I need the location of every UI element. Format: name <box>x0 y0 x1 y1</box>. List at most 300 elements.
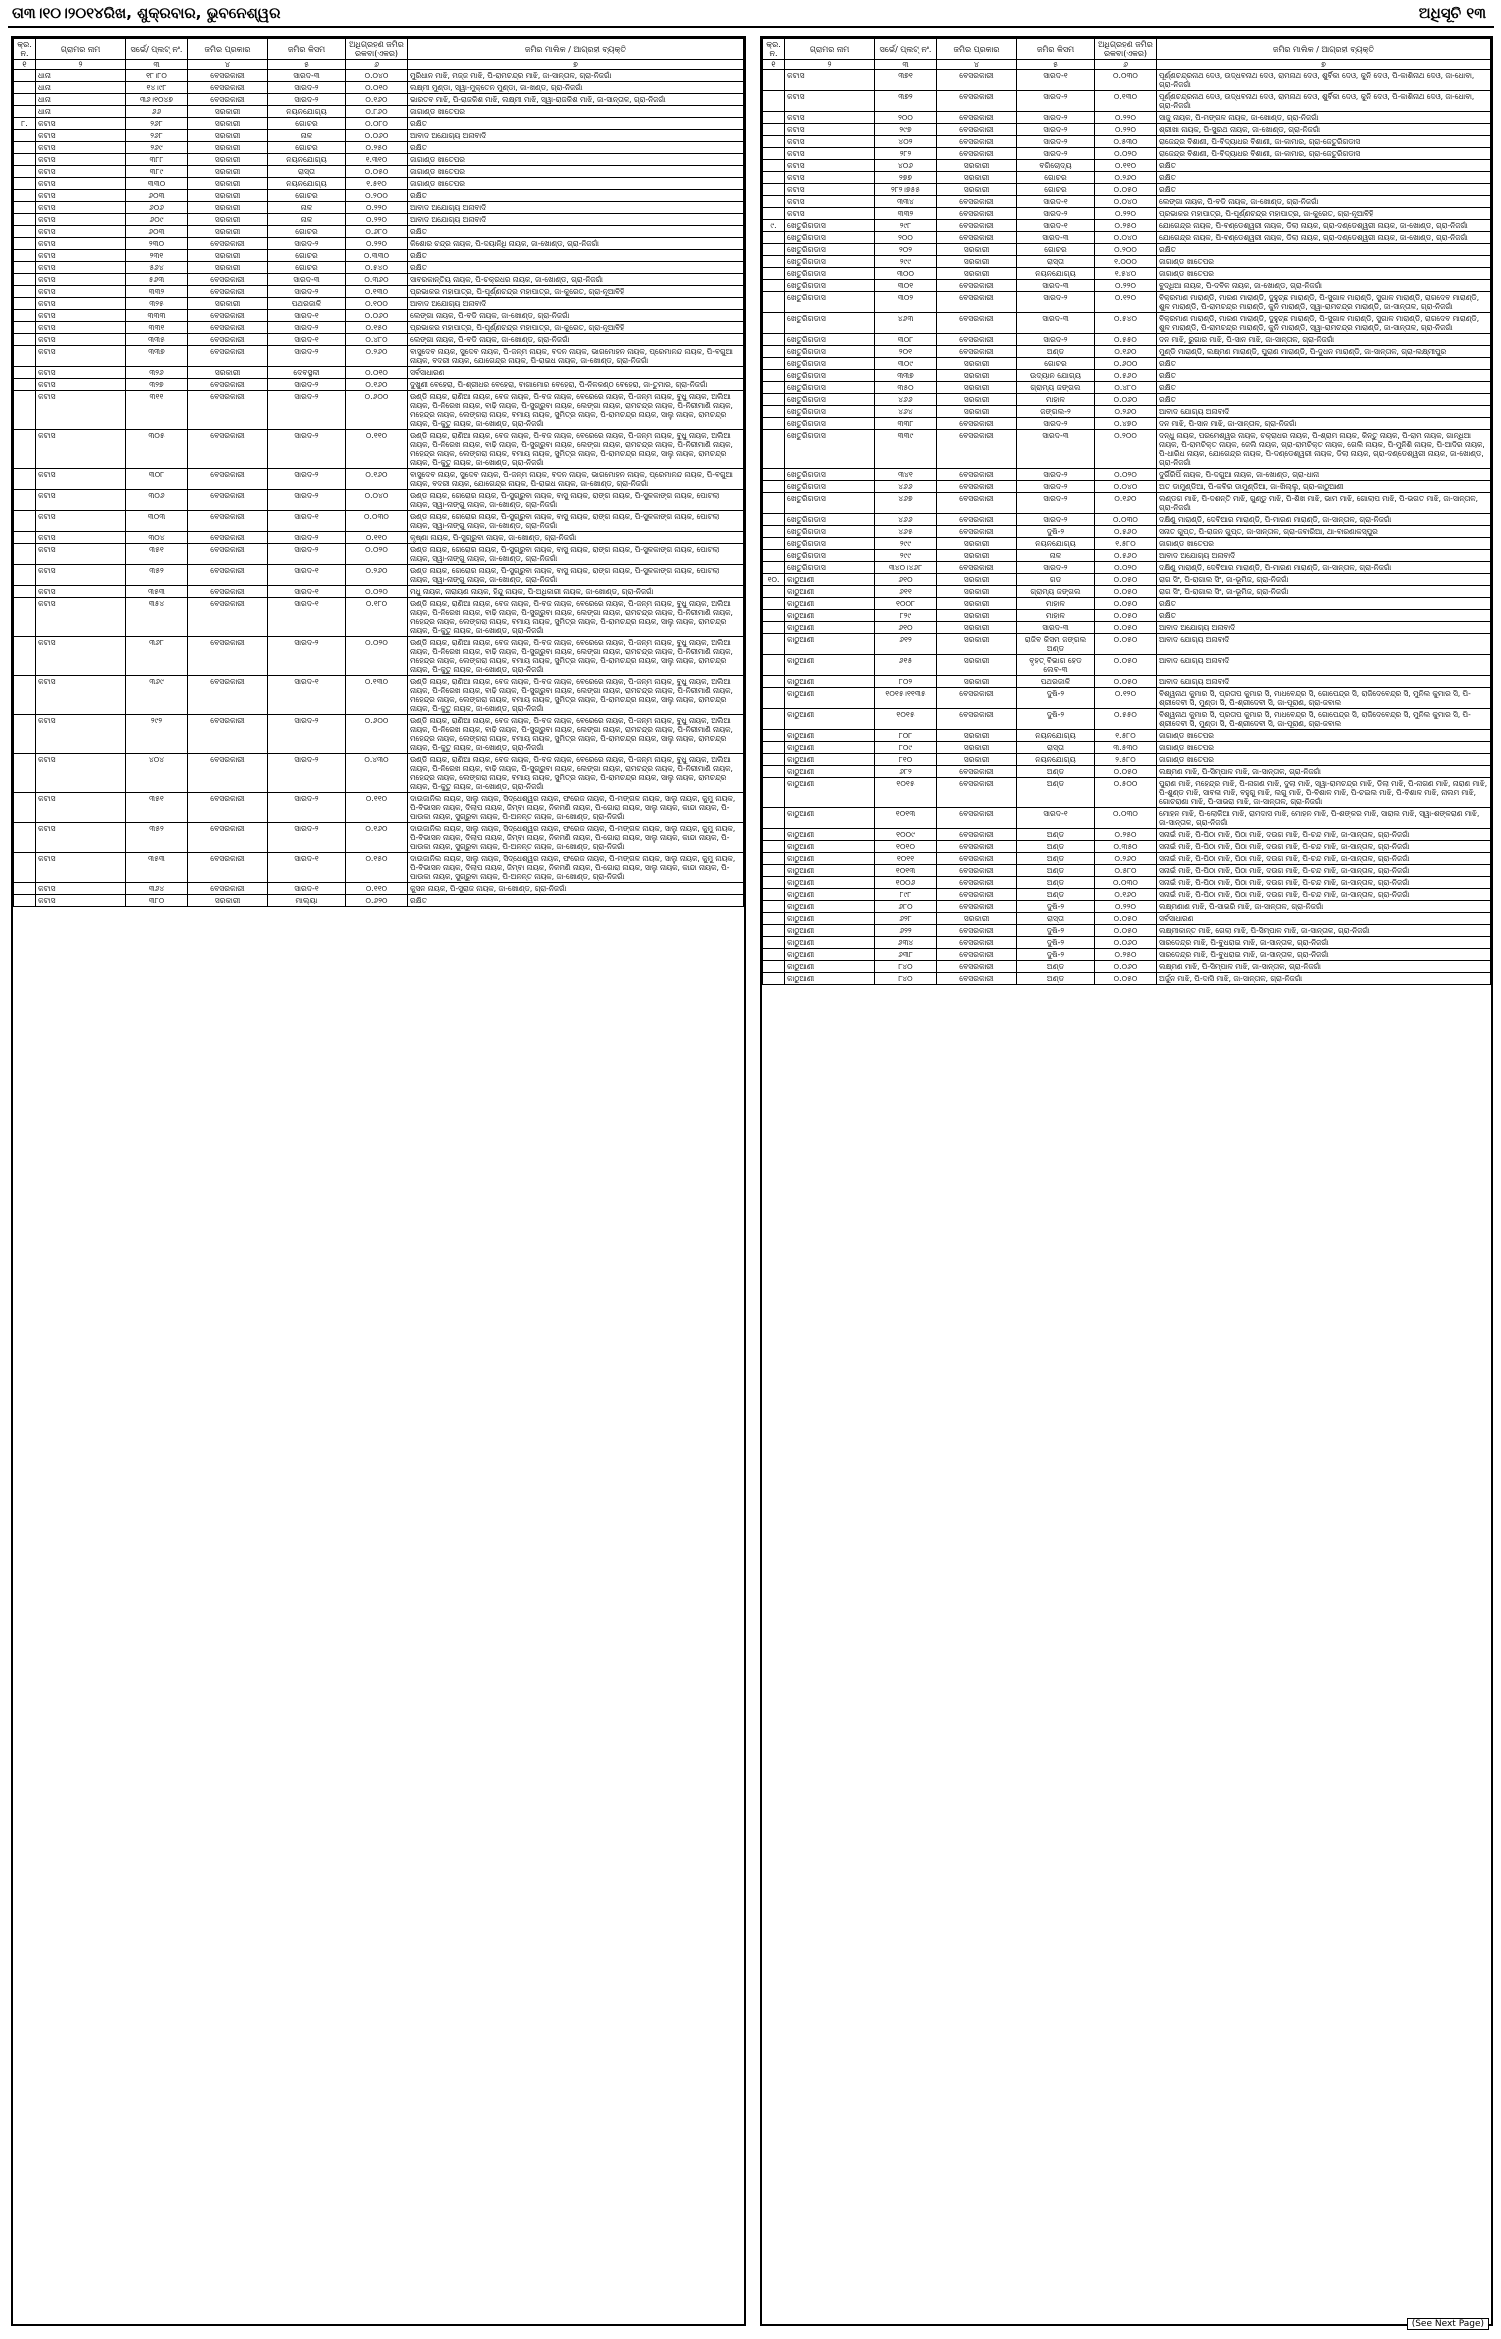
plot-number-cell: ୩୦୫ <box>126 430 188 469</box>
table-row <box>763 124 1491 136</box>
land-type-cell: ସରକାରୀ <box>188 118 268 130</box>
plot-number-cell: ୨୬୯ <box>126 142 188 154</box>
land-class-cell: ଦୁଷି-୨ <box>1017 688 1095 709</box>
plot-number-cell: ୧୦୧୫।୧୧୩୫ <box>875 688 937 709</box>
land-class-cell: ଦୁଷି-୨ <box>1017 925 1095 937</box>
plot-number-cell: ୮୦୯ <box>875 742 937 754</box>
village-cell: ଧାନା <box>36 82 126 94</box>
land-class-cell: ସାରଦ-୧ <box>1017 70 1095 91</box>
table-row <box>14 511 744 532</box>
land-class-cell: ସାରଦ-୧ <box>1017 196 1095 208</box>
plot-number-cell: ୩୩୩ <box>126 310 188 322</box>
serial-cell <box>763 406 785 418</box>
area-acre-cell: ୦.୦୫୦ <box>1095 574 1157 586</box>
area-acre-cell: ୦.୨୨୦ <box>1095 280 1157 292</box>
serial-cell <box>14 70 36 82</box>
owner-cell: ରକ୍ଷିତ <box>1157 370 1491 382</box>
owner-cell: ମଧୁ ନାୟକ, ନାରାୟଣ ନାୟକ, ହିନ୍ଦୁ ନାୟକ, ପି-ଅଧିକାରୀ ନାୟକ, ଜା-ଖୋଣ୍ଡ, ଗ୍ରା-ନିଜଗାଁ <box>408 586 744 598</box>
land-class-cell: ସାରଦ-୨ <box>268 94 346 106</box>
area-acre-cell: ୦.୫୬୦ <box>1095 370 1157 382</box>
land-type-cell: ବେସରକାରୀ <box>937 949 1017 961</box>
land-type-cell: ବେସରକାରୀ <box>937 889 1017 901</box>
land-class-cell: ସାରଦ-୨ <box>268 286 346 298</box>
village-cell: କଟାସ <box>36 379 126 391</box>
land-class-cell: ବୃହତ୍ ବିଭାଗ ହେଡ ଲେବ-୩ <box>1017 655 1095 676</box>
land-type-cell: ସରକାରୀ <box>937 913 1017 925</box>
owner-cell: ଉଣ୍ଡ ନାୟକ, ଗେରୋର ନାୟକ, ପି-ସୁଗ୍ରୁବା ନାୟକ, ବାସୁ ନାୟକ, ରାଙ୍ଗ ନାୟକ, ପି-ସୁଳକାଙ୍ଗ ନାୟକ, ପୋଟଲା ନାୟକ, ସ୍ୱା-ନାଙ୍ଗୁ ନାୟକ, ଜା-ଖୋଣ୍ଡ, ଗ୍ରା-ନିଜଗାଁ <box>408 490 744 511</box>
owner-cell: ଆବାଦ ଯୋଗ୍ୟ ଅନାବାଦି <box>1157 655 1491 676</box>
serial-cell <box>14 598 36 637</box>
village-cell: ଖେତୁରିଗଡାସ <box>785 382 875 394</box>
area-acre-cell: ୦.୦୨୦ <box>346 586 408 598</box>
land-class-cell: ସାରଦ-୨ <box>268 637 346 676</box>
land-type-cell: ସରକାରୀ <box>937 610 1017 622</box>
table-row <box>14 202 744 214</box>
plot-number-cell: ୫୬୪ <box>126 262 188 274</box>
owner-cell: ଜାଗାଣ୍ଡ ଖାତେପର <box>408 166 744 178</box>
plot-number-cell: ୪୬୬ <box>875 394 937 406</box>
land-type-cell: ବେସରକାରୀ <box>188 238 268 250</box>
land-type-cell: ସରକାରୀ <box>937 676 1017 688</box>
land-type-cell: ବେସରକାରୀ <box>937 493 1017 514</box>
owner-cell: ପୂର୍ଣ୍ଣଚନ୍ଦ୍ରନାଥ ଦେଓ, ଉଦ୍ଧବନାଥ ଦେଓ, ରାମନାଥ ଦେଓ, ଶୁର୍ବିକା ଦେଓ, କୁନି ଦେଓ, ପି-କାଶିନାଥ ଦେଓ, ଜା-ଧୋବା, ଗ୍ରା-ନିଜଗାଁ <box>1157 91 1491 112</box>
owner-cell: ଉଣ୍ଡ ନାୟକ, ଗେରୋର ନାୟକ, ପି-ସୁଗ୍ରୁବା ନାୟକ, ବାସୁ ନାୟକ, ରାଙ୍ଗ ନାୟକ, ପି-ସୁଳକାଙ୍ଗ ନାୟକ, ପୋଟଲା ନାୟକ, ସ୍ୱା-ନାଙ୍ଗୁ ନାୟକ, ଜା-ଖୋଣ୍ଡ, ଗ୍ରା-ନିଜଗାଁ <box>408 511 744 532</box>
table-row <box>14 166 744 178</box>
serial-cell <box>14 94 36 106</box>
land-type-cell: ସରକାରୀ <box>937 574 1017 586</box>
area-acre-cell: ୦.୦୧୦ <box>346 82 408 94</box>
area-acre-cell: ୦.୧୬୦ <box>346 469 408 490</box>
village-cell: ଖେତୁରିଗଡାସ <box>785 256 875 268</box>
owner-cell: ପୁରାଣ ମାଝି, ମହେନ୍ଦ୍ର ମାଝି, ପି-ନାଗଣ ମାଝି, ଦୁଲା ମାଝି, ସ୍ୱା-ରାମଚନ୍ଦ୍ର ମାଝି, ଡିଲା ମାଝି, ପି-ନାଗଣ ମାଝି, ନାରାଣ ମାଝି, ପି-ଶୁଣ୍ଡ ମାଝି, ସାବଳା ମାଝି, ବହୁଗୁ ମାଝି, ଲଗୁ ମାଝି, ପି-ବିଶାଳ ମାଝି, ପି-ଚଇଲ ମାଝି, ପି-ବିଶାଳ ମାଝି, ନାଲମ ମାଝି, ଗୋଚରାଣା ମାଝି, ପି-ସାଭରା ମାଝି, ଜା-ସାନ୍ତାଳ, ଗ୍ରା-ନିଜଗାଁ <box>1157 778 1491 808</box>
owner-cell: ଆବାଦ ଅଯୋଗ୍ୟ ଅନାବାଦି <box>408 130 744 142</box>
area-acre-cell: ୦.୧୬୦ <box>346 823 408 853</box>
serial-cell <box>763 961 785 973</box>
serial-cell <box>763 766 785 778</box>
village-cell: କାଠୁଆଣୀ <box>785 676 875 688</box>
land-class-cell: ଦୁଷି-୨ <box>1017 949 1095 961</box>
owner-cell: ରକ୍ଷିତ <box>1157 244 1491 256</box>
serial-cell <box>14 202 36 214</box>
column-header: ଅଧିଗ୍ରହଣ ଜମିର ରକବା(ଏକର) <box>346 39 408 60</box>
village-cell: ଖେତୁରିଗଡାସ <box>785 526 875 538</box>
table-row <box>763 655 1491 676</box>
land-class-cell: ଗ୍ରାମ୍ୟ ଜଙ୍ଗଲ <box>1017 382 1095 394</box>
plot-number-cell: ୧୦୦୬ <box>875 877 937 889</box>
table-row <box>763 346 1491 358</box>
area-acre-cell: ୦.୦୨୦ <box>346 544 408 565</box>
area-acre-cell: ୦.୮୬୦ <box>346 106 408 118</box>
area-acre-cell: ୦.୦୩୦ <box>1095 808 1157 829</box>
table-row <box>14 490 744 511</box>
plot-number-cell: ୧୦୧୧ <box>875 853 937 865</box>
owner-cell: ଦୁର୍ଗିରିପିଁ ନାୟକ, ପି-ଦଗୁଆ ନାୟକ, ଜା-ଖୋଣ୍ଡ, ଗ୍ରା-ଧାନା <box>1157 469 1491 481</box>
see-next-page-note: (See Next Page) <box>1407 2318 1489 2330</box>
table-row <box>14 94 744 106</box>
plot-number-cell: ୨୬୮ <box>126 130 188 142</box>
table-row <box>763 358 1491 370</box>
land-type-cell: ବେସରକାରୀ <box>937 877 1017 889</box>
column-number: ୨ <box>36 60 126 70</box>
serial-cell <box>763 148 785 160</box>
serial-cell <box>14 142 36 154</box>
owner-cell: ରକ୍ଷିତ <box>408 226 744 238</box>
column-header: ଅଧିଗ୍ରହଣ ଜମିର ରକବା(ଏକର) <box>1095 39 1157 60</box>
serial-cell <box>14 166 36 178</box>
owner-cell: ଜାଗାଣ୍ଡ ଖାତେପର <box>1157 256 1491 268</box>
plot-number-cell: ୨୯୮ <box>875 220 937 232</box>
serial-cell <box>14 262 36 274</box>
land-class-cell: ସାରଦ-୨ <box>268 82 346 94</box>
village-cell: କଟାସ <box>785 208 875 220</box>
area-acre-cell: ୦.୨୫୦ <box>1095 949 1157 961</box>
serial-cell <box>763 196 785 208</box>
village-cell: କାଠୁଆଣୀ <box>785 655 875 676</box>
land-type-cell: ବେସରକାରୀ <box>188 274 268 286</box>
land-class-cell: ରାସ୍ତା <box>1017 742 1095 754</box>
column-header: ଜମିର ମାଲିକ / ଆଗ୍ରହୀ ବ୍ୟକ୍ତି <box>1157 39 1491 60</box>
serial-cell <box>763 208 785 220</box>
area-acre-cell: ୦.୦୫୦ <box>1095 622 1157 634</box>
serial-cell <box>14 379 36 391</box>
village-cell: କଟାସ <box>785 136 875 148</box>
table-row <box>14 532 744 544</box>
column-header: ସର୍ଭେ/ ପ୍ଲଟ୍ ନଂ. <box>126 39 188 60</box>
table-row <box>14 82 744 94</box>
land-type-cell: ବେସରକାରୀ <box>937 91 1017 112</box>
serial-cell <box>14 469 36 490</box>
owner-cell: ସାବରକାନ୍ତିୟ ନାୟକ, ପି-ଚକ୍ରଧର ନାୟକ, ଜା-ଖୋଣ୍ଡ, ଗ୍ରା-ନିଜଗାଁ <box>408 274 744 286</box>
village-cell: କଟାସ <box>785 91 875 112</box>
land-class-cell: ସାରଦ-୧ <box>268 586 346 598</box>
land-class-cell: ସାରଦ-୨ <box>268 430 346 469</box>
plot-number-cell: ୧୦୧୫ <box>875 709 937 730</box>
plot-number-cell: ୬୦୩ <box>126 190 188 202</box>
land-type-cell: ବେସରକାରୀ <box>188 310 268 322</box>
village-cell: କାଠୁଆଣୀ <box>785 901 875 913</box>
area-acre-cell: ୦.୦୨୦ <box>1095 562 1157 574</box>
table-row <box>14 214 744 226</box>
village-cell: ଖେତୁରିଗଡାସ <box>785 292 875 313</box>
land-class-cell: ସାରଦ-୧ <box>1017 220 1095 232</box>
table-row <box>14 286 744 298</box>
village-cell: କଟାସ <box>36 895 126 907</box>
land-class-cell: ନୟନଯୋଗ୍ୟ <box>1017 268 1095 280</box>
owner-cell: ଆବାଦ ଅଯୋଗ୍ୟ ଅନାବାଦି <box>408 202 744 214</box>
land-class-cell: ରାସ୍ତା <box>268 166 346 178</box>
village-cell: କଟାସ <box>785 172 875 184</box>
serial-cell <box>763 754 785 766</box>
table-row <box>763 538 1491 550</box>
land-class-cell: ନାଳ <box>268 214 346 226</box>
table-row <box>763 562 1491 574</box>
area-acre-cell: ୦.୨୨୦ <box>1095 112 1157 124</box>
area-acre-cell: ୦.୧୫୦ <box>346 853 408 883</box>
village-cell: କାଠୁଆଣୀ <box>785 973 875 985</box>
owner-cell: ଦାଉଜାନିଲ ନାୟକ, ସାଲୁ ନାୟକ, ସିଦ୍ଧେଶ୍ୱର ନାୟକ, ଫରେଜ ନାୟକ, ପି-ମଙ୍ଗଳ ନାୟକ, ସାଲୁ ନାୟକ, କୁମୁ ନାୟକ, ପି-ବିଭାସନ ନାୟକ, ଦିଲାପ ନାୟକ, ଜିମ୍ବା ନାୟକ, ନିକମଣି ନାୟକ, ପି-ଗୋରା ନାୟକ, ସାଲୁ ନାୟକ, କାନ୍ଦା ନାୟକ, ପି-ପାଉକା ନାୟକ, ସୁଗ୍ରୁବା ନାୟକ, ପି-ଅନନ୍ତ ନାୟକ, ଜା-ଖୋଣ୍ଡ, ଗ୍ରା-ନିଜଗାଁ <box>408 853 744 883</box>
village-cell: ଖେତୁରିଗଡାସ <box>785 481 875 493</box>
plot-number-cell: ୨୮୨ <box>875 148 937 160</box>
table-row <box>763 136 1491 148</box>
village-cell: କଟାସ <box>36 118 126 130</box>
table-row <box>14 430 744 469</box>
plot-number-cell: ୪୬୭ <box>875 493 937 514</box>
land-class-cell: ଅଣ୍ଡ <box>1017 778 1095 808</box>
village-cell: ଖେତୁରିଗଡାସ <box>785 406 875 418</box>
plot-number-cell: ୨୯୨ <box>126 715 188 754</box>
village-cell: କାଠୁଆଣୀ <box>785 610 875 622</box>
land-type-cell: ବେସରକାରୀ <box>188 322 268 334</box>
header-page-label: ଅଧିସୂଚି ୧୩ <box>1418 4 1486 22</box>
plot-number-cell: ୩୧୧ <box>126 391 188 430</box>
owner-cell: ଦୁଖୁଣୀ ବେହେରା, ପି-ଶ୍ରୀଧର ବେହେରା, ବାଗାମୋର ବେହେରା, ପି-ନିଳକଣ୍ଠ ବେହେରା, ଜା-ତୁମାର, ଗ୍ରା-ନିଜଗାଁ <box>408 379 744 391</box>
village-cell: କାଠୁଆଣୀ <box>785 853 875 865</box>
owner-cell: ରାଜେନ୍ଦ୍ର ବିଶାଣୀ, ପି-ବିଦ୍ୟାଧର ବିଶାଣୀ, ଜା-କାମାର, ଗ୍ରା-ଜେତୁରିଗଡାସ <box>1157 136 1491 148</box>
plot-number-cell: ୩୦୪ <box>126 532 188 544</box>
serial-cell <box>14 154 36 166</box>
owner-cell: ଲେଙ୍ଗା ନାୟକ, ପି-ବଡି ନାୟକ, ଜା-ଖୋଣ୍ଡ, ଗ୍ରା-ନିଜଗାଁ <box>408 334 744 346</box>
owner-cell: ବାସୁଦେବ ନାୟକ, ସୁଦେବ ନାୟକ, ପି-ଜନ୍ମ ନାୟକ, ବଦନ ନାୟକ, ଭାଗମୋହନ ନାୟକ, ପ୍ରେମାନନ୍ଦ ନାୟକ, ପି-ବଗୁଆ ନାୟକ, ବଦରୀ ନାୟକ, ଯୋଗେନ୍ଦ୍ର ନାୟକ, ପି-ରାଇଧ ନାୟକ, ଜା-ଖୋଣ୍ଡ, ଗ୍ରା-ନିଜଗାଁ <box>408 469 744 490</box>
village-cell: ଖେତୁରିଗଡାସ <box>785 394 875 406</box>
area-acre-cell: ୦.୦୪୦ <box>346 70 408 82</box>
serial-cell <box>763 112 785 124</box>
table-row <box>763 172 1491 184</box>
village-cell: କଟାସ <box>36 346 126 367</box>
owner-cell: ଦକ୍ଷିଣୁ ମାରାଣ୍ଡି, ଦେବିଆର ମାରାଣ୍ଡି, ପି-ମାରଣ ମାରାଣ୍ଡି, ଜା-ସାନ୍ତାଳ, ଗ୍ରା-ନିଜଗାଁ <box>1157 514 1491 526</box>
serial-cell <box>763 481 785 493</box>
table-row <box>763 634 1491 655</box>
land-class-cell: ଅଣ୍ଡ <box>1017 877 1095 889</box>
village-cell: ଖେତୁରିଗଡାସ <box>785 430 875 469</box>
village-cell: ଧାନା <box>36 106 126 118</box>
table-row <box>14 262 744 274</box>
table-row <box>763 610 1491 622</box>
owner-cell: ଆବାଦ ଅଯୋଗ୍ୟ ଅନାବାଦି <box>408 298 744 310</box>
land-class-cell: ଅଣ୍ଡ <box>1017 853 1095 865</box>
village-cell: କଟାସ <box>785 148 875 160</box>
land-class-cell: ସାରଦ-୩ <box>1017 313 1095 334</box>
plot-number-cell: ୬୩୮ <box>875 949 937 961</box>
land-type-cell: ବେସରକାରୀ <box>937 526 1017 538</box>
table-row <box>763 853 1491 865</box>
village-cell: ଧାନା <box>36 70 126 82</box>
land-type-cell: ସରକାରୀ <box>937 538 1017 550</box>
village-cell: କାଠୁଆଣୀ <box>785 709 875 730</box>
land-type-cell: ବେସରକାରୀ <box>937 829 1017 841</box>
land-class-cell: ଗୋଚର <box>268 142 346 154</box>
land-class-cell: ସାରଦ-୨ <box>1017 136 1095 148</box>
owner-cell: ରକ୍ଷିତ <box>1157 172 1491 184</box>
owner-cell: ପ୍ରଭାକର ମହାପାତ୍ର, ପି-ପୂର୍ଣ୍ଣଚନ୍ଦ୍ର ମହାପାତ୍ର, ଜା-କୁରେତ, ଗ୍ରା-ନୂଆବିହି <box>408 322 744 334</box>
village-cell: କଟାସ <box>36 823 126 853</box>
land-class-cell: ସାରଦ-୩ <box>1017 430 1095 469</box>
owner-cell: ଜାଗାଣ୍ଡ ଖାତେପର <box>1157 754 1491 766</box>
serial-cell <box>14 715 36 754</box>
area-acre-cell: ୦.୨୨୦ <box>1095 124 1157 136</box>
land-class-cell: ଗୋଚର <box>1017 184 1095 196</box>
plot-number-cell: ୨୩୧ <box>126 250 188 262</box>
land-class-cell: ଗୋଚର <box>268 262 346 274</box>
land-class-cell: ନୟନଯୋଗ୍ୟ <box>1017 538 1095 550</box>
land-type-cell: ବେସରକାରୀ <box>937 232 1017 244</box>
owner-cell: ଲେଙ୍ଗା ନାୟକ, ପି-ବଡି ନାୟକ, ଜା-ଖୋଣ୍ଡ, ଗ୍ରା-ନିଜଗାଁ <box>1157 196 1491 208</box>
serial-cell <box>14 565 36 586</box>
table-row <box>14 715 744 754</box>
table-row <box>763 493 1491 514</box>
area-acre-cell: ୦.୦୨୦ <box>346 637 408 676</box>
land-type-cell: ବେସରକାରୀ <box>937 136 1017 148</box>
land-class-cell: ସାରଦ-୨ <box>268 346 346 367</box>
village-cell: ଖେତୁରିଗଡାସ <box>785 562 875 574</box>
land-class-cell: ନାଳ <box>268 202 346 214</box>
village-cell: ଖେତୁରିଗଡାସ <box>785 232 875 244</box>
area-acre-cell: ୦.୬୮୦ <box>346 226 408 238</box>
owner-cell: ଭାରତବ ମାଝି, ପି-ରାଜକିଶ ମାଝି, ଲକ୍ଷ୍ମୀ ମାଝି, ସ୍ୱା-ରାଜକିଶ ମାଝି, ଜା-ସାନ୍ତାଳ, ଗ୍ରା-ନିଜଗାଁ <box>408 94 744 106</box>
owner-cell: ଲକ୍ଷ୍ମୀ ମୁଣ୍ଡା, ସ୍ୱା-ମୁକ୍ତେନ ମୁଣ୍ଡା, ଜା-ଖଣ୍ଡ, ଗ୍ରା-ନିଜଗାଁ <box>408 82 744 94</box>
land-class-cell: ନୟନଯୋଗ୍ୟ <box>268 106 346 118</box>
table-row <box>763 778 1491 808</box>
area-acre-cell: ୦.୩୫୦ <box>1095 841 1157 853</box>
serial-cell <box>763 244 785 256</box>
land-type-cell: ସରକାରୀ <box>937 550 1017 562</box>
land-type-cell: ସରକାରୀ <box>188 166 268 178</box>
table-row <box>14 190 744 202</box>
land-class-cell: ସାରଦ-୧ <box>268 565 346 586</box>
owner-cell: ଜାଗାଣ୍ଡ ଖାତେପର <box>408 154 744 166</box>
land-class-cell: ଗ୍ରାମ୍ୟ ଜଙ୍ଗଲ <box>1017 586 1095 598</box>
column-number: ୭ <box>408 60 744 70</box>
owner-cell: ଉଣ୍ଡି ନାୟକ, ରାଣିଆ ନାୟକ, ବେଜ ନାୟକ, ପି-ବଜ ନାୟକ, ବେରେରେ ନାୟକ, ପି-ଜନ୍ମ ନାୟକ, ବୁଧୁ ନାୟକ, ଅଲିଆ ନାୟକ, ପି-ନିରେଖ ନାୟକ, ବାଢି ନାୟକ, ପି-ସୁଗ୍ରୁବା ନାୟକ, ଲେଙ୍ଗା ନାୟକ, ରାମଚନ୍ଦ୍ର ନାୟକ, ପି-ନିରୀମାଣି ନାୟକ, ମହେନ୍ଦ୍ର ନାୟକ, ଲେଙ୍ଗରା ନାୟକ, ବମାୟ ନାୟକ, ସୁମିତ୍ର ନାୟକ, ପି-ରାମଚନ୍ଦ୍ର ନାୟକ, ସାଲୁ ନାୟକ, ରାମଚନ୍ଦ୍ର ନାୟକ, ପି-କୁତୁ ନାୟକ, ଜା-ଖୋଣ୍ଡ, ଗ୍ରା-ନିଜଗାଁ <box>408 598 744 637</box>
table-row <box>763 730 1491 742</box>
plot-number-cell: ୩୩୭ <box>126 346 188 367</box>
village-cell: କଟାସ <box>36 214 126 226</box>
serial-cell <box>14 430 36 469</box>
land-class-cell: ସାରଦ-୩ <box>268 274 346 286</box>
village-cell: କାଠୁଆଣୀ <box>785 829 875 841</box>
land-class-cell: ଗୋଚର <box>1017 172 1095 184</box>
plot-number-cell: ୩୮୯ <box>126 166 188 178</box>
land-type-cell: ସରକାରୀ <box>188 367 268 379</box>
page-header <box>8 2 1494 28</box>
area-acre-cell: ୦.୦୫୦ <box>1095 766 1157 778</box>
plot-number-cell: ୩୬୪ <box>126 883 188 895</box>
plot-number-cell: ୮୦୨ <box>875 676 937 688</box>
land-type-cell: ସରକାରୀ <box>937 406 1017 418</box>
area-acre-cell: ୦.୧୨୦ <box>1095 292 1157 313</box>
area-acre-cell: ୦.୧୩୦ <box>346 676 408 715</box>
land-type-cell: ବେସରକାରୀ <box>188 391 268 430</box>
plot-number-cell: ୨୦୦ <box>875 232 937 244</box>
land-type-cell: ସରକାରୀ <box>188 202 268 214</box>
owner-cell: ଆବାଦ ଯୋଗ୍ୟ ଅନାବାଦି <box>1157 406 1491 418</box>
plot-number-cell: ୩୫୧ <box>126 544 188 565</box>
land-class-cell: ଅଣ୍ଡ <box>1017 961 1095 973</box>
area-acre-cell: ୦.୫୮୦ <box>1095 865 1157 877</box>
land-type-cell: ସରକାରୀ <box>937 358 1017 370</box>
serial-cell <box>763 586 785 598</box>
land-class-cell: ସାରଦ-୩ <box>1017 280 1095 292</box>
serial-cell <box>14 310 36 322</box>
serial-cell <box>763 184 785 196</box>
owner-cell: ରକ୍ଷିତ <box>408 190 744 202</box>
land-type-cell: ବେସରକାରୀ <box>937 937 1017 949</box>
land-type-cell: ସରକାରୀ <box>188 250 268 262</box>
land-type-cell: ବେସରକାରୀ <box>188 70 268 82</box>
plot-number-cell: ୧୦୦୯ <box>875 829 937 841</box>
area-acre-cell: ୦.୫୬୦ <box>1095 550 1157 562</box>
serial-cell <box>14 82 36 94</box>
owner-cell: ଉଣ୍ଡି ନାୟକ, ରାଣିଆ ନାୟକ, ବେଜ ନାୟକ, ପି-ବଜ ନାୟକ, ବେରେରେ ନାୟକ, ପି-ଜନ୍ମ ନାୟକ, ବୁଧୁ ନାୟକ, ଅଲିଆ ନାୟକ, ପି-ନିରେଖ ନାୟକ, ବାଢି ନାୟକ, ପି-ସୁଗ୍ରୁବା ନାୟକ, ଲେଙ୍ଗା ନାୟକ, ରାମଚନ୍ଦ୍ର ନାୟକ, ପି-ନିରୀମାଣି ନାୟକ, ମହେନ୍ଦ୍ର ନାୟକ, ଲେଙ୍ଗରା ନାୟକ, ବମାୟ ନାୟକ, ସୁମିତ୍ର ନାୟକ, ପି-ରାମଚନ୍ଦ୍ର ନାୟକ, ସାଲୁ ନାୟକ, ରାମଚନ୍ଦ୍ର ନାୟକ, ପି-କୁତୁ ନାୟକ, ଜା-ଖୋଣ୍ଡ, ଗ୍ରା-ନିଜଗାଁ <box>408 391 744 430</box>
area-acre-cell: ୦.୬୨୦ <box>346 895 408 907</box>
plot-number-cell: ୬୦୯ <box>126 214 188 226</box>
table-row <box>763 220 1491 232</box>
plot-number-cell: ୩୬୯ <box>126 676 188 715</box>
table-row <box>14 322 744 334</box>
plot-number-cell: ୩୩୮ <box>875 418 937 430</box>
plot-number-cell: ୩୩୪ <box>875 196 937 208</box>
land-class-cell: ସାରଦ-୨ <box>1017 514 1095 526</box>
serial-cell <box>14 214 36 226</box>
table-row <box>14 142 744 154</box>
village-cell: ଖେତୁରିଗଡାସ <box>785 334 875 346</box>
village-cell: କଟାସ <box>36 202 126 214</box>
table-row <box>14 250 744 262</box>
village-cell: କାଠୁଆଣୀ <box>785 949 875 961</box>
serial-cell <box>14 532 36 544</box>
table-row <box>763 841 1491 853</box>
owner-cell: ଜାଗାଣ୍ଡ ଖାତେପର <box>408 178 744 190</box>
column-header: ସର୍ଭେ/ ପ୍ଲଟ୍ ନଂ. <box>875 39 937 60</box>
village-cell: କଟାସ <box>36 598 126 637</box>
land-type-cell: ବେସରକାରୀ <box>188 469 268 490</box>
village-cell: କଟାସ <box>36 586 126 598</box>
table-row <box>763 865 1491 877</box>
village-cell: କାଠୁଆଣୀ <box>785 937 875 949</box>
area-acre-cell: ୦.୧୬୦ <box>1095 346 1157 358</box>
owner-cell: ରକ୍ଷିତ <box>1157 610 1491 622</box>
area-acre-cell: ୦.୨୫୦ <box>346 142 408 154</box>
land-class-cell: ସାରଦ-୧ <box>268 511 346 532</box>
land-class-cell: ସାରଦ-୨ <box>1017 481 1095 493</box>
village-cell: କଟାସ <box>36 367 126 379</box>
owner-cell: ରକ୍ଷିତ <box>1157 598 1491 610</box>
land-type-cell: ବେସରକାରୀ <box>937 124 1017 136</box>
owner-cell: ରକ୍ଷିତ <box>408 250 744 262</box>
land-class-cell: ଦେବସ୍ଥଳୀ <box>268 367 346 379</box>
owner-cell: ଲକ୍ଷ୍ମଣ ମାଝି, ପି-ସିମ୍ପାଳ ମାଝି, ଜା-ସାନ୍ତାଳ, ଗ୍ରା-ନିଜଗାଁ <box>1157 766 1491 778</box>
table-row <box>14 823 744 853</box>
village-cell: କାଠୁଆଣୀ <box>785 766 875 778</box>
land-type-cell: ସରକାରୀ <box>937 172 1017 184</box>
plot-number-cell: ୩୫୦ <box>875 382 937 394</box>
serial-cell <box>763 778 785 808</box>
serial-cell <box>14 286 36 298</box>
area-acre-cell: ୦.୪୭୦ <box>1095 418 1157 430</box>
table-row <box>763 70 1491 91</box>
area-acre-cell: ୦.୪୩୦ <box>346 754 408 793</box>
land-type-cell: ବେସରକାରୀ <box>188 430 268 469</box>
owner-cell: ଦନ ମାଝି, ରୁଗାର ମାଝି, ପି-ସାନ ମାଝି, ଜା-ସାନ୍ତାଳ, ଗ୍ରା-ନିଜଗାଁ <box>1157 334 1491 346</box>
serial-cell <box>763 346 785 358</box>
land-type-cell: ବେସରକାରୀ <box>188 793 268 823</box>
owner-cell: ଅର୍ଜୁନ ମାଝି, ପି-ଦାସି ମାଝି, ଜା-ସାନ୍ତାଳ, ଗ୍ରା-ନିଜଗାଁ <box>1157 973 1491 985</box>
plot-number-cell: ୩୪୧ <box>875 469 937 481</box>
area-acre-cell: ୧.୩୧୦ <box>346 154 408 166</box>
serial-cell <box>763 136 785 148</box>
area-acre-cell: ୦.୦୫୦ <box>1095 913 1157 925</box>
land-class-cell: ଗୋଚର <box>268 226 346 238</box>
area-acre-cell: ୦.୨୬୦ <box>1095 406 1157 418</box>
